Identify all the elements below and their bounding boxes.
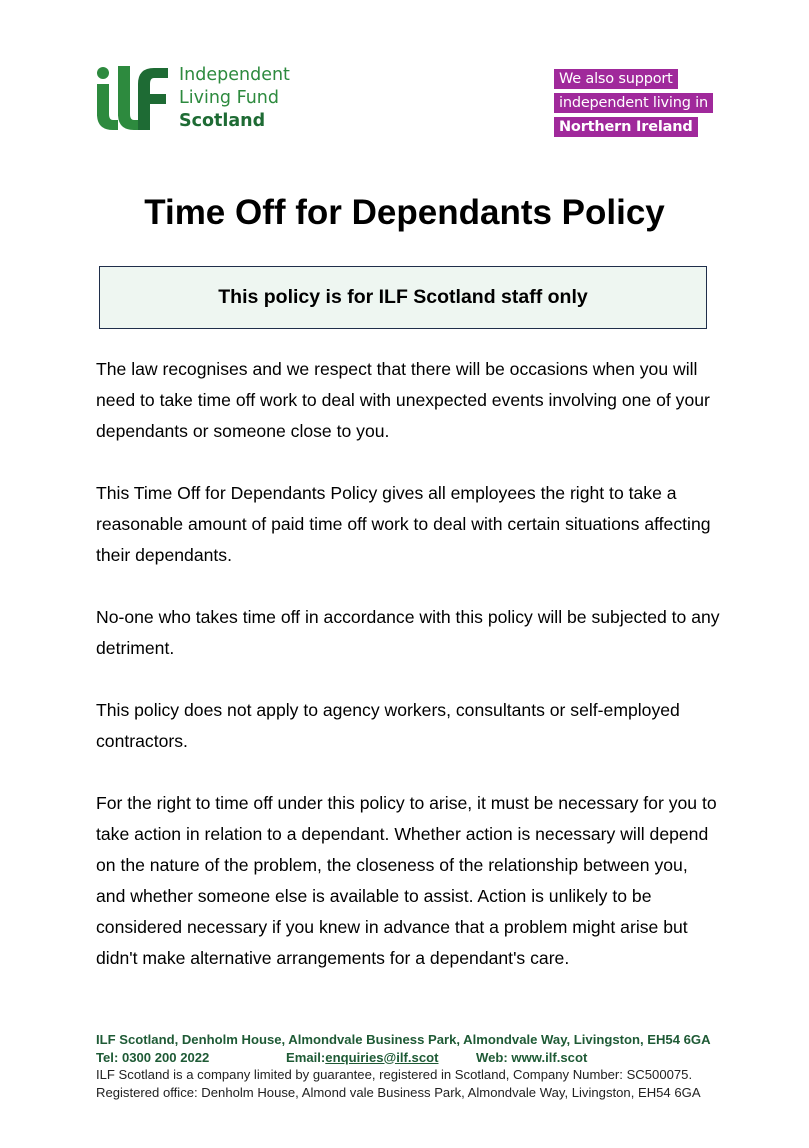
- paragraph: This Time Off for Dependants Policy gives all employees the right to take a reasonable amount of paid time off work to deal with certain situations affecting their dependants.: [96, 483, 711, 565]
- badge-line-1: We also support: [554, 69, 678, 89]
- footer-web[interactable]: Web: www.ilf.scot: [476, 1049, 588, 1065]
- email-label: Email:: [286, 1049, 326, 1065]
- paragraph: This policy does not apply to agency workers, consultants or self-employed contractors.: [96, 700, 680, 751]
- footer-registered-office: Registered office: Denholm House, Almond vale Business Park, Almondvale Way, Livingston, EH54 6GA: [96, 1084, 701, 1100]
- footer: [96, 1031, 711, 1101]
- badge-line-3: Northern Ireland: [554, 117, 698, 137]
- policy-body: [96, 354, 721, 1005]
- logo-line-2: Living Fund: [179, 88, 279, 108]
- footer-company-info: ILF Scotland is a company limited by guarantee, registered in Scotland, Company Number: SC500075.: [96, 1067, 693, 1082]
- northern-ireland-badge: [554, 69, 713, 141]
- footer-tel: Tel: 0300 200 2022: [96, 1049, 210, 1065]
- paragraph: No-one who takes time off in accordance with this policy will be subjected to any detriment.: [96, 607, 720, 658]
- email-link[interactable]: enquiries@ilf.scot: [325, 1049, 439, 1065]
- notice-text: This policy is for ILF Scotland staff only: [218, 286, 588, 308]
- ilf-logo-mark-icon: [96, 64, 172, 134]
- ilf-logo: [96, 64, 326, 136]
- logo-text: [179, 64, 290, 133]
- footer-address: ILF Scotland, Denholm House, Almondvale Business Park, Almondvale Way, Livingston, EH54 6GA: [96, 1032, 711, 1047]
- logo-line-3: Scotland: [179, 111, 266, 131]
- paragraph: The law recognises and we respect that there will be occasions when you will need to take time off work to deal with unexpected events involving one of your dependants or someone close to you.: [96, 359, 710, 441]
- footer-email: [286, 1049, 476, 1067]
- badge-line-2: independent living in: [554, 93, 713, 113]
- logo-line-1: Independent: [179, 65, 290, 85]
- paragraph: For the right to time off under this policy to arise, it must be necessary for you to take action in relation to a dependant. Whether action is necessary will depend on the nature of the problem, the closeness of the relationship between you, and whether someone else is available to assist. Action is unlikely to be considered necessary if you knew in advance that a problem might arise but didn't make alternative arrangements for a dependant's care.: [96, 793, 717, 968]
- page-title: Time Off for Dependants Policy: [144, 193, 665, 232]
- footer-contacts: [96, 1049, 711, 1067]
- staff-only-notice: [99, 266, 707, 329]
